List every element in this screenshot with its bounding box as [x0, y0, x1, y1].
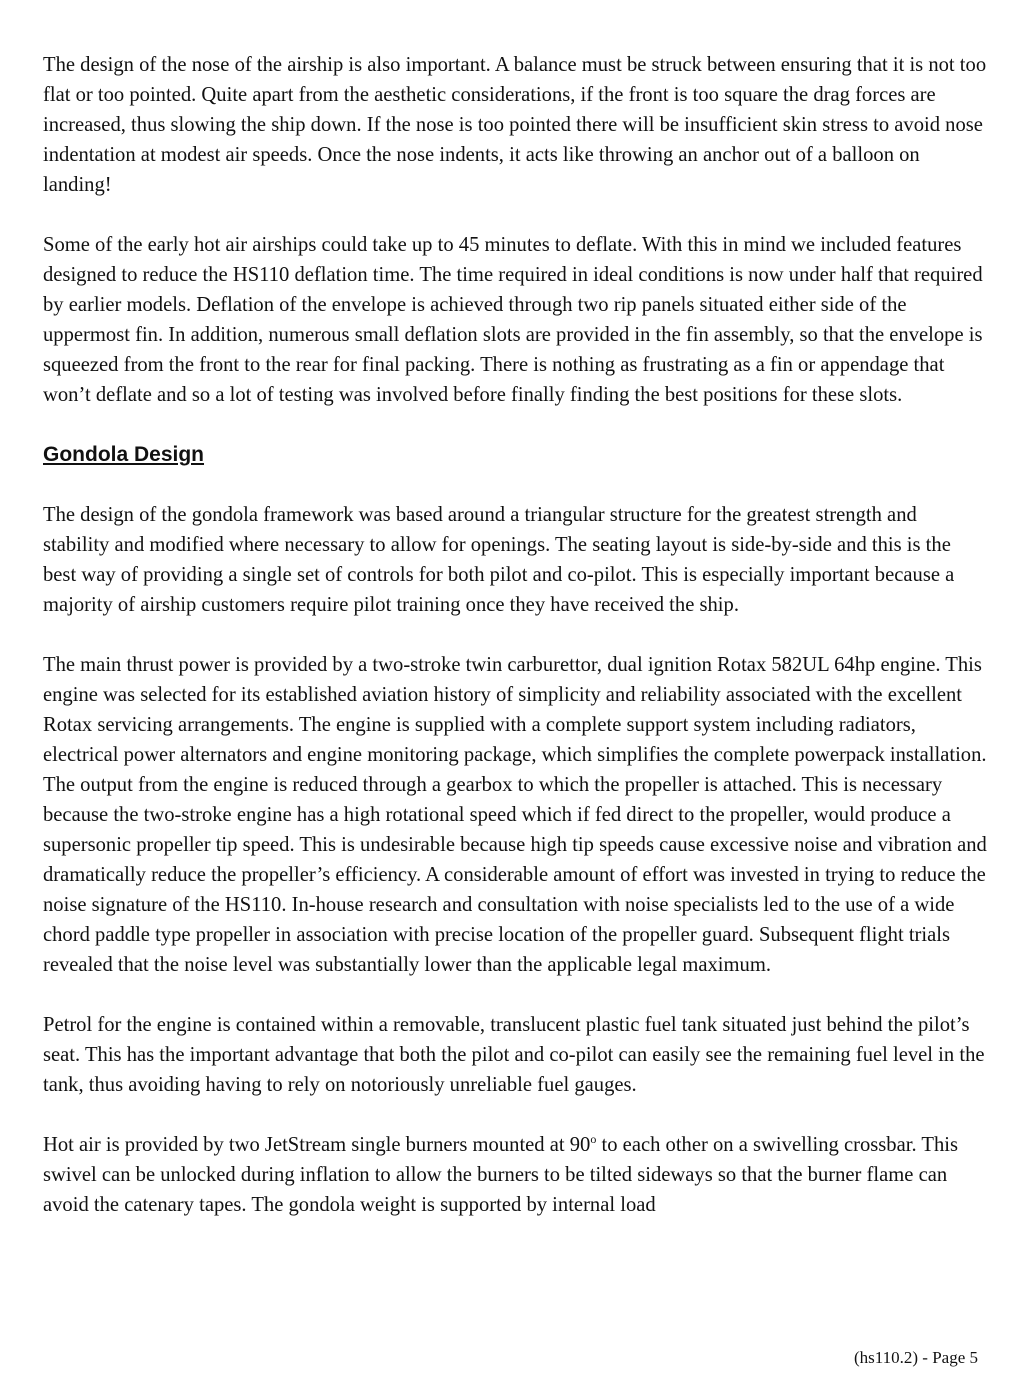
- burners-text-end: to each other on a swivelling crossbar. This swivel can be unlocked during inflation to allow the burners to be tilted sideways so that the burner flame can avoid the catenary tapes. The gondola weight is supported by internal load: [43, 1134, 959, 1216]
- paragraph-burners: [43, 1130, 988, 1220]
- paragraph-nose-design: The design of the nose of the airship is also important. A balance must be struck between ensuring that it is not too flat or too pointed. Quite apart from the aesthetic considerations, if the front is too square the drag forces are increased, thus slowing the ship down. If the nose is too pointed there will be insufficient skin stress to avoid nose indentation at modest air speeds. Once the nose indents, it acts like throwing an anchor out of a balloon on landing!: [43, 54, 987, 196]
- burners-text-start: Hot air is provided by two JetStream single burners mounted at 90: [43, 1134, 591, 1156]
- section-heading-gondola-design: Gondola Design: [43, 443, 205, 466]
- paragraph-fuel-tank: Petrol for the engine is contained within a removable, translucent plastic fuel tank situated just behind the pilot’s seat. This has the important advantage that both the pilot and co-pilot can easily see the remaining fuel level in the tank, thus avoiding having to rely on notoriously unreliable fuel gauges.: [43, 1014, 985, 1096]
- paragraph-engine-thrust: The main thrust power is provided by a two-stroke twin carburettor, dual ignition Rotax 582UL 64hp engine. This engine was selected for its established aviation history of simplicity and reliability associated with the excellent Rotax servicing arrangements. The engine is supplied with a complete support system including radiators, electrical power alternators and engine monitoring package, which simplifies the complete powerpack installation. The output from the engine is reduced through a gearbox to which the propeller is attached. This is necessary because the two-stroke engine has a high rotational speed which if fed direct to the propeller, would produce a supersonic propeller tip speed. This is undesirable because high tip speeds cause excessive noise and vibration and dramatically reduce the propeller’s efficiency. A considerable amount of effort was invested in trying to reduce the noise signature of the HS110. In-house research and consultation with noise specialists led to the use of a wide chord paddle type propeller in association with precise location of the propeller guard. Subsequent flight trials revealed that the noise level was substantially lower than the applicable legal maximum.: [43, 654, 987, 976]
- document-page: [43, 50, 988, 1250]
- degree-superscript: o: [590, 1132, 597, 1147]
- page-footer: (hs110.2) - Page 5: [853, 1348, 978, 1367]
- paragraph-deflation: Some of the early hot air airships could take up to 45 minutes to deflate. With this in mind we included features designed to reduce the HS110 deflation time. The time required in ideal conditions is now under half that required by earlier models. Deflation of the envelope is achieved through two rip panels situated either side of the uppermost fin. In addition, numerous small deflation slots are provided in the fin assembly, so that the envelope is squeezed from the front to the rear for final packing. There is nothing as frustrating as a fin or appendage that won’t deflate and so a lot of testing was involved before finally finding the best positions for these slots.: [43, 234, 983, 406]
- paragraph-gondola-framework: The design of the gondola framework was based around a triangular structure for the greatest strength and stability and modified where necessary to allow for openings. The seating layout is side-by-side and this is the best way of providing a single set of controls for both pilot and co-pilot. This is especially important because a majority of airship customers require pilot training once they have received the ship.: [43, 504, 955, 616]
